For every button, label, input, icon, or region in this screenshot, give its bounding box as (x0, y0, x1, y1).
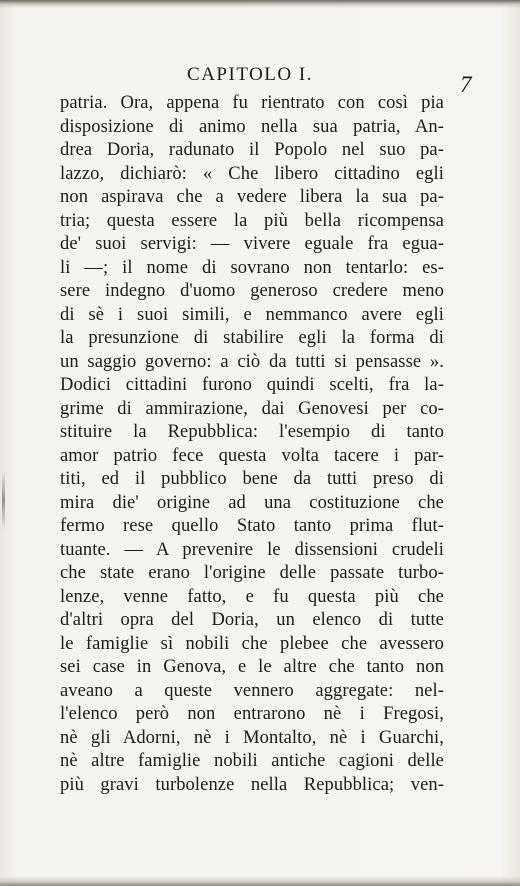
text-line: nè gli Adorni, nè i Montalto, nè i Guarchi, (60, 727, 444, 748)
page-header (60, 60, 472, 97)
page-number: 7 (460, 72, 472, 97)
page-bottom-edge (0, 876, 520, 886)
text-line: d'altri opra del Doria, un elenco di tutte (60, 610, 444, 630)
text-line: de' suoi servigi: — vivere eguale fra egua- (60, 234, 444, 254)
text-line: disposizione di animo nella sua patria, An- (60, 116, 444, 137)
text-line: grime di ammirazione, dai Genovesi per co- (60, 398, 444, 419)
text-line: un saggio governo: a ciò da tutti si pensasse ». (60, 351, 444, 372)
text-line: aveano a queste vennero aggregate: nel- (60, 680, 444, 701)
text-line: li —; il nome di sovrano non tentarlo: es- (60, 257, 444, 278)
text-line: sei case in Genova, e le altre che tanto non (60, 657, 444, 677)
text-line: non aspirava che a vedere libera la sua pa- (60, 187, 444, 207)
text-line: Dodici cittadini furono quindi scelti, fra la- (60, 375, 444, 395)
text-line: lenze, venne fatto, e fu questa più che (60, 586, 444, 607)
body-text (60, 92, 444, 797)
text-line: le famiglie sì nobili che plebee che avessero (60, 633, 444, 654)
text-line: titi, ed il pubblico bene da tutti preso di (60, 469, 444, 489)
text-line: tria; questa essere la più bella ricompensa (60, 210, 444, 231)
text-line: stituire la Repubblica: l'esempio di tanto (60, 422, 444, 442)
text-line: fermo rese quello Stato tanto prima flut- (60, 516, 444, 536)
page-left-edge-mark (2, 470, 5, 530)
text-line: drea Doria, radunato il Popolo nel suo pa- (60, 140, 444, 160)
text-line: lazzo, dichiarò: « Che libero cittadino egli (60, 163, 444, 184)
text-line: più gravi turbolenze nella Repubblica; ven- (60, 774, 444, 795)
text-line: la presunzione di stabilire egli la forma di (60, 328, 444, 348)
running-head: CAPITOLO I. (187, 64, 313, 85)
page-top-edge (0, 0, 520, 8)
text-line: sere indegno d'uomo generoso credere meno (60, 281, 444, 301)
text-line: amor patrio fece questa volta tacere i par- (60, 445, 444, 466)
text-line: che state erano l'origine delle passate turbo- (60, 563, 444, 583)
text-line: nè altre famiglie nobili antiche cagioni delle (60, 751, 444, 771)
text-line: l'elenco però non entrarono nè i Fregosi, (60, 704, 444, 724)
text-line: tuante. — A prevenire le dissensioni crudeli (60, 539, 444, 560)
text-line: mira die' origine ad una costituzione che (60, 492, 444, 513)
text-line: patria. Ora, appena fu rientrato con così pia (60, 93, 444, 113)
text-line: di sè i suoi simili, e nemmanco avere egli (60, 304, 444, 325)
